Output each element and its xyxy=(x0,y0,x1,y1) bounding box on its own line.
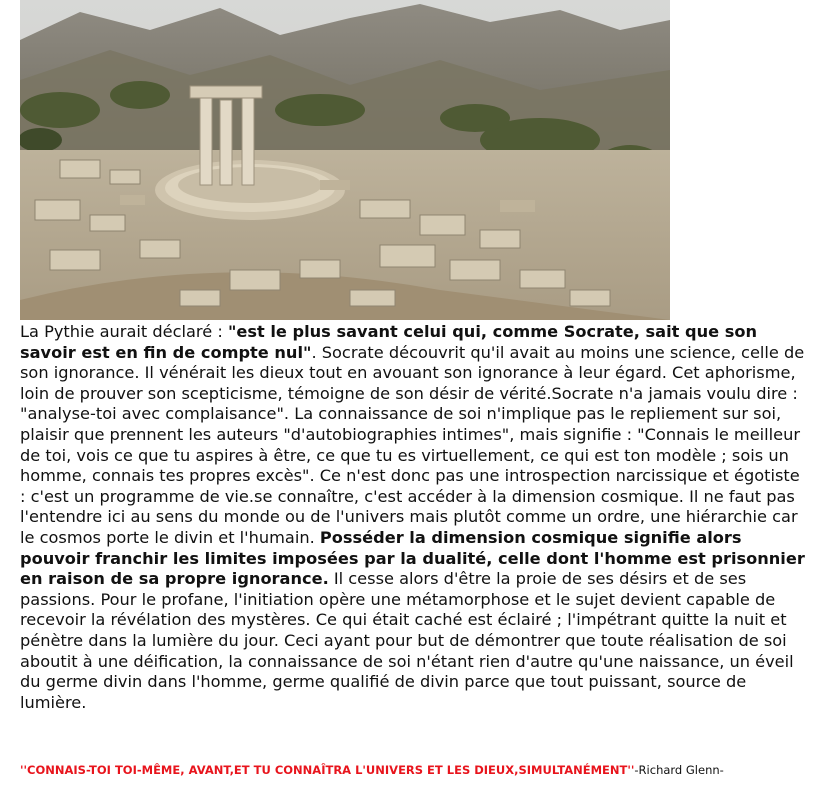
article-intro: La Pythie aurait déclaré : xyxy=(20,322,228,341)
closing-quote xyxy=(20,762,800,778)
closing-quote-text: ''CONNAIS-TOI TOI-MÊME, AVANT,ET TU CONNAÎTRA L'UNIVERS ET LES DIEUX,SIMULTANÉMENT'' xyxy=(20,763,635,777)
article-text xyxy=(20,322,810,713)
quote-author: -Richard Glenn- xyxy=(634,763,724,777)
ruins-landscape-illustration xyxy=(20,0,670,320)
delphi-tholos-photo xyxy=(20,0,670,320)
article-body: . Socrate découvrit qu'il avait au moins une science, celle de son ignorance. Il vénérait les dieux tout en avouant son ignorance à leur égard. Cet aphorisme, loin de prouver son scepticisme, témoigne de son désir de vérité.Socrate n'a jamais voulu dire : "analyse-toi avec complaisance". La connaissance de soi n'implique pas le repliement sur soi, plaisir que prennent les auteurs "d'autobiographies intimes", mais signifie : "Connais le meilleur de toi, vois ce que tu aspires à être, ce que tu es virtuellement, ce qui est ton modèle ; sois un homme, connais tes propres excès". Ce n'est donc pas une introspection narcissique et égotiste : c'est un programme de vie.se connaître, c'est accéder à la dimension cosmique. Il ne faut pas l'entendre ici au sens du monde ou de l'univers mais plutôt comme un ordre, une hiérarchie car le cosmos porte le divin et l'humain. xyxy=(20,342,805,547)
article-conclusion: Il cesse alors d'être la proie de ses désirs et de ses passions. Pour le profane, l'initiation opère une métamorphose et le sujet devient capable de recevoir la révélation des mystères. Ce qui était caché est éclairé ; l'impétrant quitte la nuit et pénètre dans la lumière du jour. Ceci ayant pour but de démontrer que toute réalisation de soi aboutit à une déification, la connaissance de soi n'étant rien d'autre qu'une naissance, un éveil du germe divin dans l'homme, germe qualifié de divin parce que tout puissant, source de lumière. xyxy=(20,569,794,712)
pythia-quote: "est le plus savant celui qui, comme Socrate, sait que son savoir est en fin de compte nul" xyxy=(20,322,757,362)
cosmic-dimension-statement: Posséder la dimension cosmique signifie alors pouvoir franchir les limites imposées par la dualité, celle dont l'homme est prisonnier en raison de sa propre ignorance. xyxy=(20,527,805,589)
